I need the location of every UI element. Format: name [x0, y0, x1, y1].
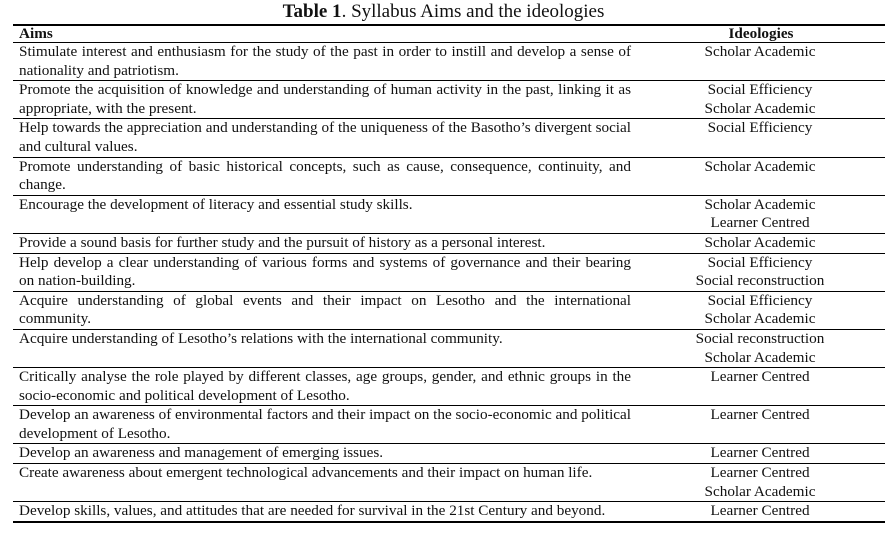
table-row	[13, 464, 885, 502]
ideology-label: Social Efficiency	[707, 291, 813, 309]
aims-column-header: Aims	[13, 25, 635, 43]
table-row	[13, 291, 885, 329]
ideology-label: Scholar Academic	[704, 482, 816, 500]
ideologies-cell	[635, 329, 885, 367]
ideology-label: Learner Centred	[710, 464, 810, 482]
ideologies-cell	[635, 502, 885, 522]
ideology-label: Social Efficiency	[707, 253, 813, 271]
ideology-label: Social reconstruction	[695, 272, 825, 290]
ideologies-cell	[635, 81, 885, 119]
table-caption	[0, 1, 887, 23]
ideology-label: Learner Centred	[710, 214, 810, 232]
ideology-label: Scholar Academic	[704, 233, 816, 251]
ideology-label: Scholar Academic	[704, 348, 816, 366]
ideologies-column-header: Ideologies	[635, 25, 885, 43]
aim-cell: Stimulate interest and enthusiasm for the study of the past in order to instill and develop a sense of nationality and patriotism.	[13, 43, 635, 81]
aim-cell: Promote the acquisition of knowledge and understanding of human activity in the past, linking it as appropriate, with the present.	[13, 81, 635, 119]
ideology-label: Learner Centred	[710, 444, 810, 462]
ideology-label: Scholar Academic	[704, 99, 816, 117]
ideology-label: Scholar Academic	[704, 310, 816, 328]
aim-cell: Help towards the appreciation and understanding of the uniqueness of the Basotho’s divergent social and cultural values.	[13, 119, 635, 157]
table-header-row	[13, 25, 885, 43]
table-row	[13, 157, 885, 195]
table-body	[13, 43, 885, 522]
ideologies-cell	[635, 291, 885, 329]
ideologies-cell	[635, 157, 885, 195]
ideology-label: Scholar Academic	[704, 157, 816, 175]
table-row	[13, 253, 885, 291]
aim-cell: Encourage the development of literacy and essential study skills.	[13, 195, 635, 233]
ideologies-cell	[635, 444, 885, 464]
aim-cell: Develop skills, values, and attitudes that are needed for survival in the 21st Century and beyond.	[13, 502, 635, 522]
ideologies-cell	[635, 406, 885, 444]
table-row	[13, 81, 885, 119]
aim-cell: Acquire understanding of Lesotho’s relations with the international community.	[13, 329, 635, 367]
aim-cell: Develop an awareness and management of emerging issues.	[13, 444, 635, 464]
table-row	[13, 406, 885, 444]
table-caption-label: Table 1	[282, 1, 342, 22]
table-row	[13, 502, 885, 522]
ideologies-cell	[635, 464, 885, 502]
ideologies-cell	[635, 119, 885, 157]
aim-cell: Promote understanding of basic historical concepts, such as cause, consequence, continuity, and change.	[13, 157, 635, 195]
aims-ideologies-table	[13, 24, 885, 523]
table-row	[13, 444, 885, 464]
ideologies-cell	[635, 368, 885, 406]
table-row	[13, 233, 885, 253]
ideology-label: Social reconstruction	[695, 329, 825, 347]
aim-cell: Help develop a clear understanding of various forms and systems of governance and their bearing on nation-building.	[13, 253, 635, 291]
aim-cell: Develop an awareness of environmental factors and their impact on the socio-economic and political development of Lesotho.	[13, 406, 635, 444]
table-row	[13, 43, 885, 81]
table-row	[13, 368, 885, 406]
table-row	[13, 329, 885, 367]
aim-cell: Create awareness about emergent technological advancements and their impact on human life.	[13, 464, 635, 502]
aim-cell: Provide a sound basis for further study and the pursuit of history as a personal interest.	[13, 233, 635, 253]
ideology-label: Social Efficiency	[707, 81, 813, 99]
ideologies-cell	[635, 43, 885, 81]
ideology-label: Social Efficiency	[707, 119, 813, 137]
ideology-label: Learner Centred	[710, 368, 810, 386]
table-row	[13, 195, 885, 233]
ideology-label: Learner Centred	[710, 502, 810, 520]
ideologies-cell	[635, 233, 885, 253]
aim-cell: Critically analyse the role played by different classes, age groups, gender, and ethnic groups in the socio-economic and political development of Lesotho.	[13, 368, 635, 406]
ideology-label: Scholar Academic	[704, 195, 816, 213]
ideologies-cell	[635, 195, 885, 233]
ideology-label: Scholar Academic	[704, 43, 816, 60]
aim-cell: Acquire understanding of global events and their impact on Lesotho and the international community.	[13, 291, 635, 329]
table-caption-text: . Syllabus Aims and the ideologies	[341, 1, 605, 22]
ideology-label: Learner Centred	[710, 406, 810, 424]
ideologies-cell	[635, 253, 885, 291]
table-row	[13, 119, 885, 157]
